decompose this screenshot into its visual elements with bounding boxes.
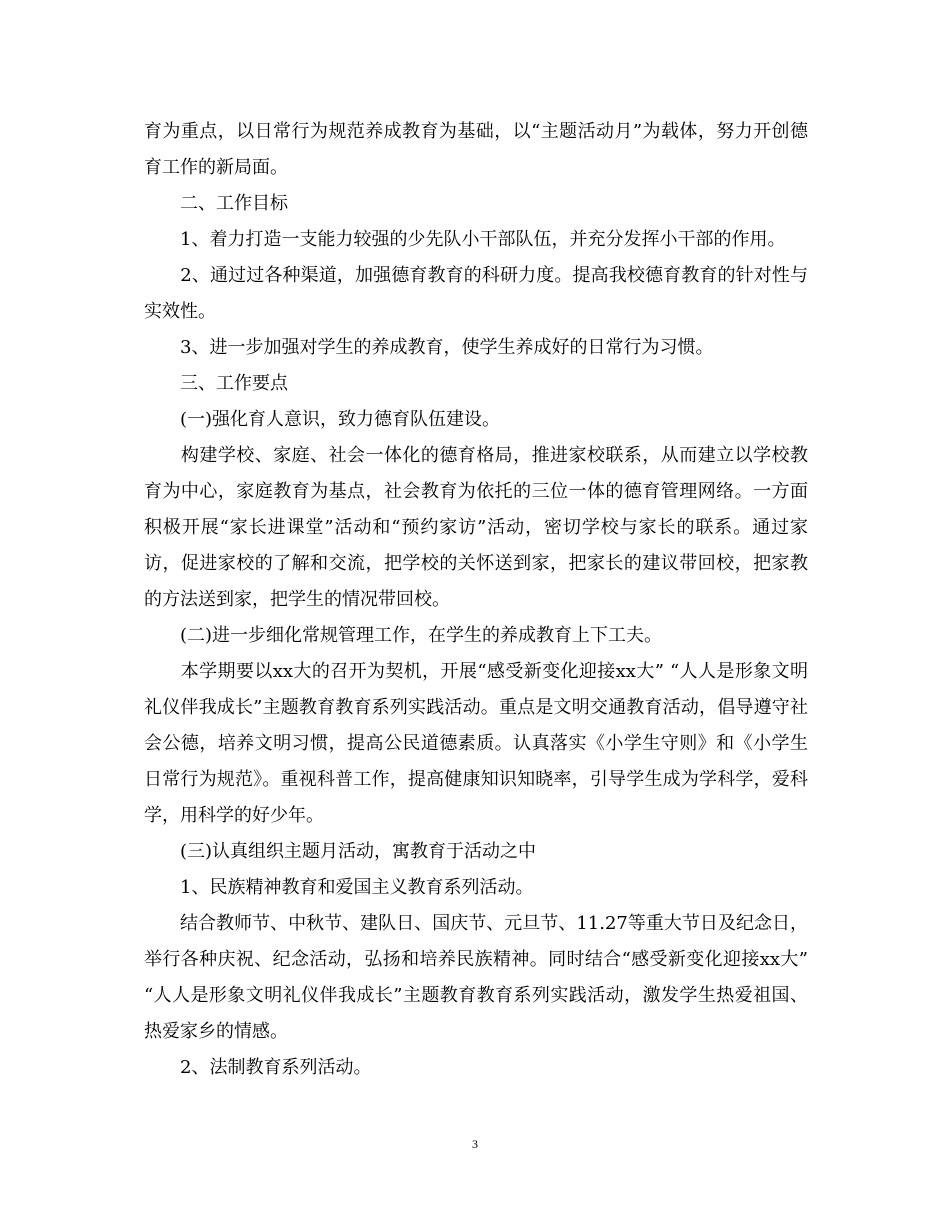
paragraph-intro-continuation: 育为重点，以日常行为规范养成教育为基础，以“主题活动月”为载体，努力开创德育工作的新局面。 — [144, 121, 808, 178]
heading-work-goals: 二、工作目标 — [144, 193, 288, 214]
goal-item-2: 2、通过过各种渠道，加强德育教育的科研力度。提高我校德育教育的针对性与实效性。 — [144, 265, 808, 322]
activity-item-1: 1、民族精神教育和爱国主义教育系列活动。 — [144, 877, 534, 898]
paragraph-point-2: 本学期要以xx大的召开为契机，开展“感受新变化迎接xx大” “人人是形象文明礼仪伴我成长”主题教育教育系列实践活动。重点是文明交通教育活动，倡导遵守社会公德，培养文明习惯，提高公民道德素质。认真落实《小学生守则》和《小学生日常行为规范》。重视科普工作，提高健康知识知晓率，引导学生成为学科学，爱科学，用科学的好少年。 — [144, 661, 808, 826]
goal-item-1: 1、着力打造一支能力较强的少先队小干部队伍，并充分发挥小干部的作用。 — [144, 229, 786, 250]
page-number: 3 — [472, 1137, 478, 1151]
subheading-point-1: (一)强化育人意识，致力德育队伍建设。 — [144, 409, 501, 430]
heading-work-points: 三、工作要点 — [144, 373, 288, 394]
document-body — [144, 114, 808, 1086]
subheading-point-2: (二)进一步细化常规管理工作，在学生的养成教育上下工夫。 — [144, 625, 663, 646]
paragraph-activity-1: 结合教师节、中秋节、建队日、国庆节、元旦节、11.27等重大节日及纪念日，举行各种庆祝、纪念活动，弘扬和培养民族精神。同时结合“感受新变化迎接xx大” “人人是形象文明礼仪伴我成长”主题教育教育系列实践活动，激发学生热爱祖国、热爱家乡的情感。 — [144, 913, 808, 1042]
subheading-point-3: (三)认真组织主题月活动，寓教育于活动之中 — [144, 841, 537, 862]
activity-item-2: 2、法制教育系列活动。 — [144, 1057, 372, 1078]
paragraph-point-1: 构建学校、家庭、社会一体化的德育格局，推进家校联系，从而建立以学校教育为中心，家庭教育为基点，社会教育为依托的三位一体的德育管理网络。一方面积极开展“家长进课堂”活动和“预约家访”活动，密切学校与家长的联系。通过家访，促进家校的了解和交流，把学校的关怀送到家，把家长的建议带回校，把家教的方法送到家，把学生的情况带回校。 — [144, 445, 808, 610]
goal-item-3: 3、进一步加强对学生的养成教育，使学生养成好的日常行为习惯。 — [144, 337, 714, 358]
